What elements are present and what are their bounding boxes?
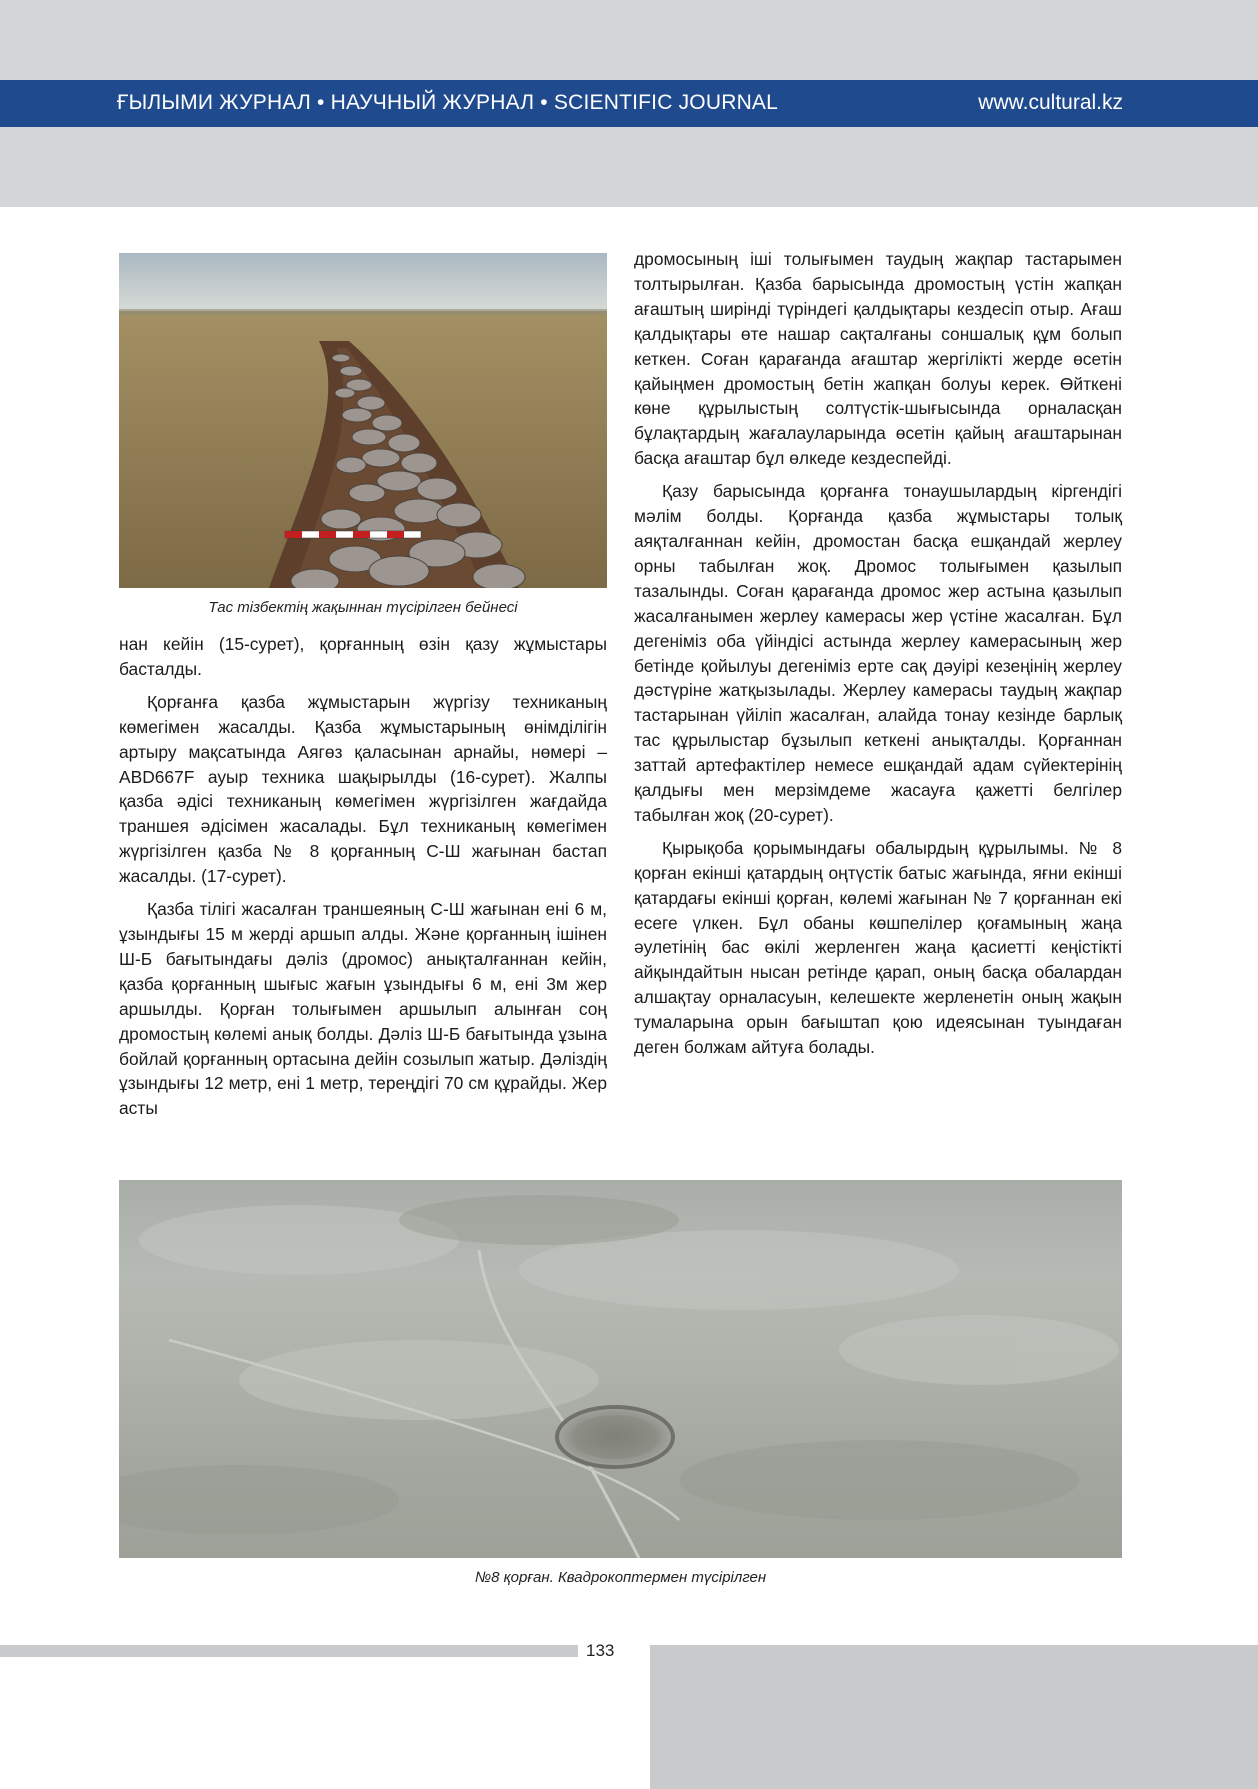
right-text-column [634, 247, 1122, 1068]
footer-bar-left [0, 1645, 578, 1657]
left-text-column [119, 632, 607, 1129]
paragraph: Қорғанға қазба жұмыстарын жүргізу техниканың көмегімен жасалды. Қазба жұмыстарының өнімділігін артыру мақсатында Аягөз қаласынан арнайы, нөмері – ABD667F ауыр техника шақырылды (16-сурет). Жалпы қазба әдісі техниканың көмегімен жүргізілген жағдайда траншея әдісімен жасалады. Бұл техниканың көмегімен жүргізілген қазба № 8 қорғанның С-Ш жағынан бастап жасалды. (17-сурет). [119, 691, 607, 887]
aerial-kurgan-photo [119, 1180, 1122, 1558]
journal-title: ҒЫЛЫМИ ЖУРНАЛ • НАУЧНЫЙ ЖУРНАЛ • SCIENTIFIC JOURNAL [117, 91, 779, 114]
footer-bar-right [650, 1645, 1258, 1789]
paragraph: Қазу барысында қорғанға тонаушылардың кіргендігі мәлім болды. Қорғанда қазба жұмыстары толық аяқталғаннан кейін, дромостан басқа ешқандай жерлеу орны табылған жоқ. Дромос толығымен қазылып тазалынды. Соған қарағанда дромос жер астына қазылып жасалғанымен жерлеу камерасы жер үстіне жасалған. Бұл дегеніміз оба үйіндісі астында жерлеу камерасының жер бетінде қойылуы дегеніміз ерте сақ дәуірі кезеңінің жерлеу дәстүріне жатқызылады. Жерлеу камерасы таудың жақпар тастарынан үйіліп жасалған, алайда тонау кезінде барлық тас құрылыстар бұзылып кеткені анықталды. Қорғаннан заттай артефактілер немесе ешқандай адам сүйектерінің қалдығы мен мерзімдеме жасауға қажетті белгілер табылған жоқ (20-сурет). [634, 481, 1122, 825]
stone-row-photo [119, 253, 607, 588]
paragraph: дромосының іші толығымен таудың жақпар тастарымен толтырылған. Қазба барысында дромостың үстін жапқан ағаштың ширінді түріндегі қалдықтары кездесіп отыр. Ағаш қалдықтары өте нашар сақталғаны соншалық құм болып кеткен. Соған қарағанда ағаштар жергілікті жерде өсетін қайыңмен дромостың бетін жапқан болуы керек. Өйткені көне құрылыстың солтүстік-шығысында орналасқан бұлақтардың жағалауларында өсетін қайың ағаштарынан басқа ағаштар бұл өлкеде кездеспейді. [634, 249, 1122, 469]
page-number: 133 [586, 1641, 615, 1660]
aerial-kurgan-illustration [119, 1180, 1122, 1558]
paragraph: нан кейін (15-сурет), қорғанның өзін қазу жұмыстары басталды. [119, 634, 607, 679]
header-gray-band [0, 127, 1258, 207]
paragraph: Қазба тілігі жасалған траншеяның С-Ш жағынан ені 6 м, ұзындығы 15 м жерді аршып алды. Және қорғанның ішінен Ш-Б бағытындағы дәліз (дромос) анықталғаннан кейін, қазба қорғанның шығыс жағын ұзындығы 6 м, ені 3м жер аршылды. Қорған толығымен аршылып алынған соң дромостың көлемі анық болды. Дәліз Ш-Б бағытында ұзына бойлай қорғанның ортасына дейін созылып жатыр. Дәліздің ұзындығы 12 метр, ені 1 метр, тереңдігі 70 см құрайды. Жер асты [119, 899, 607, 1119]
top-gray-band [0, 0, 1258, 80]
website-link[interactable]: www.cultural.kz [978, 91, 1123, 114]
paragraph: Қырықоба қорымындағы обалырдың құрылымы. № 8 қорған екінші қатардың оңтүстік батыс жағында, яғни екінші қатардағы екінші қорған, көлемі жағынан № 7 қорғаннан екі есеге үлкен. Бұл обаны көшпелілер қоғамының жаңа әулетінің бас өкілі жерленген жаңа қасиетті кеңістікті айқындайтын нысан ретінде қарап, оның басқа обалардан алшақтау орналасуын, келешекте жерленетін оның жақын тумаларына орын бағыштап қою идеясынан туындаған деген болжам айтуға болады. [634, 837, 1122, 1058]
stone-row-illustration [119, 253, 607, 588]
scale-bar-illustration [285, 531, 421, 538]
figure-caption-stone-row: Тас тізбектің жақыннан түсірілген бейнесі [208, 599, 518, 616]
journal-header [0, 80, 1258, 127]
figure-caption-aerial: №8 қорған. Квадрокоптермен түсірілген [474, 1569, 767, 1586]
